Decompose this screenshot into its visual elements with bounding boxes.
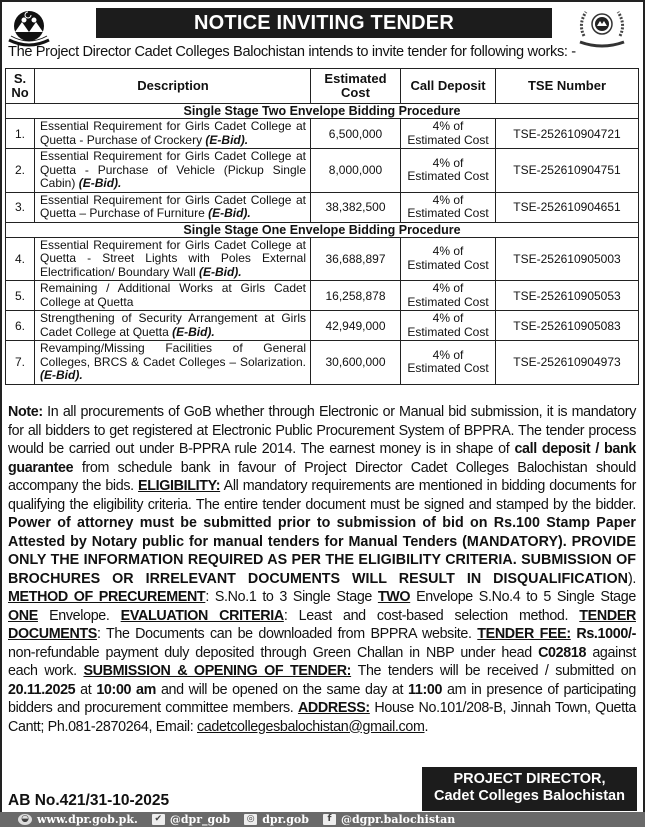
- call-deposit-text: call deposit / bank guarantee: [8, 441, 637, 476]
- cell-estimated-cost: 42,949,000: [311, 311, 401, 341]
- notice-title: NOTICE INVITING TENDER: [96, 8, 552, 38]
- note-text: .: [424, 718, 429, 735]
- note-text: Envelope S.No.4 to 5 Single Stage: [410, 589, 636, 605]
- submission-time: 10:00 am: [96, 681, 157, 698]
- description-text: Remaining / Additional Works at Girls Cadet College at Quetta: [40, 281, 306, 309]
- intro-text: The Project Director Cadet Colleges Balochistan intends to invite tender for following works: -: [8, 44, 576, 60]
- signature-box: [422, 767, 637, 811]
- note-text: Envelope.: [37, 607, 121, 624]
- power-of-attorney-text: Power of attorney must be submitted prior to submission of bid on Rs.100 Stamp Paper Attested by Notary public for manual tenders for Manual Tenders (MANDATORY). PROVIDE ONLY THE INFORMATION REQUIRED AS PER THE ELIGIBILITY CRITERIA. SUBMISSION OF BROCHURES OR IRRELEVANT DOCUMENTS WILL RESULT IN DISQUALIFICATION: [8, 515, 636, 587]
- cell-tse-number: TSE-252610905083: [496, 311, 639, 341]
- note-text: : S.No.1 to 3 Single Stage: [205, 589, 378, 605]
- cell-estimated-cost: 8,000,000: [311, 149, 401, 193]
- address-label: ADDRESS:: [297, 700, 370, 716]
- eligibility-label: ELIGIBILITY:: [138, 478, 221, 494]
- description-text: Essential Requirement for Girls Cadet College at Quetta - Purchase of Vehicle (Pickup Single Cabin): [40, 149, 306, 190]
- section-title: Single Stage One Envelope Bidding Procedure: [6, 222, 639, 237]
- note-text: In all procurements of GoB whether through Electronic or Manual bid submission, it is mandatory for all bidders to get registered at Electronic Public Procurement System of BPPRA. The tender process would be carried out under B-PPRA rule 2014. The earnest money is in shape of: [8, 404, 636, 457]
- opening-time: 11:00: [408, 681, 443, 698]
- cell-sno: 5.: [6, 281, 35, 311]
- cell-description: [35, 341, 311, 385]
- evaluation-label: EVALUATION CRITERIA: [120, 607, 284, 624]
- note-text: House No.101/208-B, Jinnah Town, Quetta Cantt; Ph.081-2870264, Email:: [8, 700, 636, 735]
- cell-sno: 7.: [6, 341, 35, 385]
- note-label: Note:: [8, 404, 43, 420]
- section-title: Single Stage Two Envelope Bidding Procedure: [6, 104, 639, 119]
- note-text: against each work.: [8, 644, 636, 679]
- cell-description: [35, 311, 311, 341]
- cell-sno: 4.: [6, 237, 35, 281]
- col-header-sno: S. No: [6, 69, 35, 104]
- table-row: [6, 311, 639, 341]
- tender-docs-label: TENDER DOCUMENTS: [8, 607, 636, 642]
- footer-website[interactable]: [18, 812, 138, 827]
- note-text: ).: [627, 570, 636, 587]
- head-code: C02818: [538, 644, 587, 661]
- cell-tse-number: TSE-252610904651: [496, 192, 639, 222]
- table-row: [6, 281, 639, 311]
- tender-fee-label: TENDER FEE:: [477, 626, 571, 642]
- footer-instagram[interactable]: [244, 812, 309, 827]
- col-header-estimated-cost: Estimated Cost: [311, 69, 401, 104]
- description-text: Essential Requirement for Girls Cadet College at Quetta – Purchase of Furniture: [40, 192, 306, 220]
- cell-call-deposit: 4% of Estimated Cost: [401, 341, 496, 385]
- note-text: from schedule bank in favour of Project Director Cadet Colleges Balochistan should accompany the bids.: [8, 459, 636, 494]
- col-header-call-deposit: Call Deposit: [401, 69, 496, 104]
- cell-description: [35, 281, 311, 311]
- ebid-tag: (E-Bid).: [78, 176, 122, 190]
- note-text: : Least and cost-based selection method.: [283, 607, 580, 624]
- cell-estimated-cost: 30,600,000: [311, 341, 401, 385]
- submission-date: 20.11.2025: [8, 681, 76, 698]
- cell-description: [35, 192, 311, 222]
- table-body: [6, 104, 639, 385]
- ab-number: AB No.421/31-10-2025: [8, 792, 170, 809]
- table-header-row: [6, 69, 639, 104]
- cell-description: [35, 149, 311, 193]
- footer-bar: [0, 812, 645, 827]
- cadet-colleges-logo-right: [572, 6, 632, 50]
- ebid-tag: (E-Bid).: [208, 206, 251, 220]
- cell-tse-number: TSE-252610905003: [496, 237, 639, 281]
- email-link[interactable]: cadetcollegesbalochistan@gmail.com: [197, 718, 425, 735]
- cell-tse-number: TSE-252610904751: [496, 149, 639, 193]
- cell-sno: 2.: [6, 149, 35, 193]
- cell-estimated-cost: 36,688,897: [311, 237, 401, 281]
- twitter-icon: ✔: [152, 814, 165, 825]
- cell-description: [35, 237, 311, 281]
- signature-org: Cadet Colleges Balochistan: [434, 788, 625, 804]
- col-header-description: Description: [35, 69, 311, 104]
- cell-call-deposit: 4% of Estimated Cost: [401, 237, 496, 281]
- cell-call-deposit: 4% of Estimated Cost: [401, 149, 496, 193]
- table-row: [6, 237, 639, 281]
- ebid-tag: (E-Bid).: [198, 264, 242, 279]
- table-row: [6, 192, 639, 222]
- cell-sno: 3.: [6, 192, 35, 222]
- description-text: Essential Requirement for Girls Cadet College at Quetta - Purchase of Crockery: [40, 119, 306, 147]
- section-header-row: [6, 104, 639, 119]
- globe-icon: ◒: [18, 814, 32, 825]
- cell-call-deposit: 4% of Estimated Cost: [401, 119, 496, 149]
- ebid-tag: (E-Bid).: [205, 132, 249, 147]
- cell-estimated-cost: 16,258,878: [311, 281, 401, 311]
- facebook-icon: f: [323, 814, 336, 825]
- footer-twitter[interactable]: [152, 812, 230, 827]
- cell-tse-number: TSE-252610905053: [496, 281, 639, 311]
- ebid-tag: (E-Bid).: [172, 324, 215, 339]
- one-envelope-label: ONE: [8, 607, 38, 624]
- note-text: and will be opened on the same day at: [156, 681, 409, 698]
- table-row: [6, 149, 639, 193]
- website-text: www.dpr.gob.pk.: [37, 813, 138, 826]
- description-text: Revamping/Missing Facilities of General Colleges, BRCS & Cadet Colleges – Solarization.: [40, 341, 306, 369]
- cell-call-deposit: 4% of Estimated Cost: [401, 311, 496, 341]
- cell-call-deposit: 4% of Estimated Cost: [401, 192, 496, 222]
- description-text: Essential Requirement for Girls Cadet College at Quetta - Street Lights with Poles External Electrification/ Boundary Wall: [40, 237, 306, 279]
- submission-label: SUBMISSION & OPENING OF TENDER:: [83, 663, 352, 679]
- cell-estimated-cost: 6,500,000: [311, 119, 401, 149]
- cell-sno: 6.: [6, 311, 35, 341]
- note-text: The tenders will be received / submitted on: [351, 663, 636, 679]
- instagram-icon: ◎: [244, 814, 257, 825]
- description-text: Strengthening of Security Arrangement at Girls Cadet College at Quetta: [40, 311, 306, 339]
- cell-tse-number: TSE-252610904721: [496, 119, 639, 149]
- twitter-handle: @dpr_gob: [169, 813, 231, 826]
- note-text: All mandatory requirements are mentioned in bidding documents for qualifying the eligibility criteria. The entire tender document must be signed and stamped by the bidder.: [8, 478, 636, 513]
- footer-facebook[interactable]: [323, 812, 455, 827]
- ebid-tag: (E-Bid).: [40, 368, 83, 382]
- instagram-handle: dpr.gob: [262, 813, 309, 826]
- table-row: [6, 119, 639, 149]
- two-envelope-label: TWO: [377, 589, 411, 605]
- table-row: [6, 341, 639, 385]
- cell-call-deposit: 4% of Estimated Cost: [401, 281, 496, 311]
- tender-fee-value: Rs.1000/-: [570, 626, 636, 642]
- section-header-row: [6, 222, 639, 237]
- cell-estimated-cost: 38,382,500: [311, 192, 401, 222]
- method-label: METHOD OF PRECUREMENT: [8, 589, 206, 605]
- note-paragraph: [8, 403, 636, 736]
- tender-table: [5, 68, 639, 385]
- note-text: non-refundable payment duly deposited through Green Challan in NBP under head: [8, 644, 539, 661]
- note-text: at: [75, 681, 97, 698]
- signature-title: PROJECT DIRECTOR,: [453, 771, 606, 787]
- facebook-handle: @dgpr.balochistan: [340, 813, 456, 826]
- cell-tse-number: TSE-252610904973: [496, 341, 639, 385]
- cell-description: [35, 119, 311, 149]
- col-header-tse-number: TSE Number: [496, 69, 639, 104]
- note-text: : The Documents can be downloaded from BPPRA website.: [96, 626, 478, 642]
- cell-sno: 1.: [6, 119, 35, 149]
- note-text: am in presence of participating bidders and procurement committee members.: [8, 681, 637, 716]
